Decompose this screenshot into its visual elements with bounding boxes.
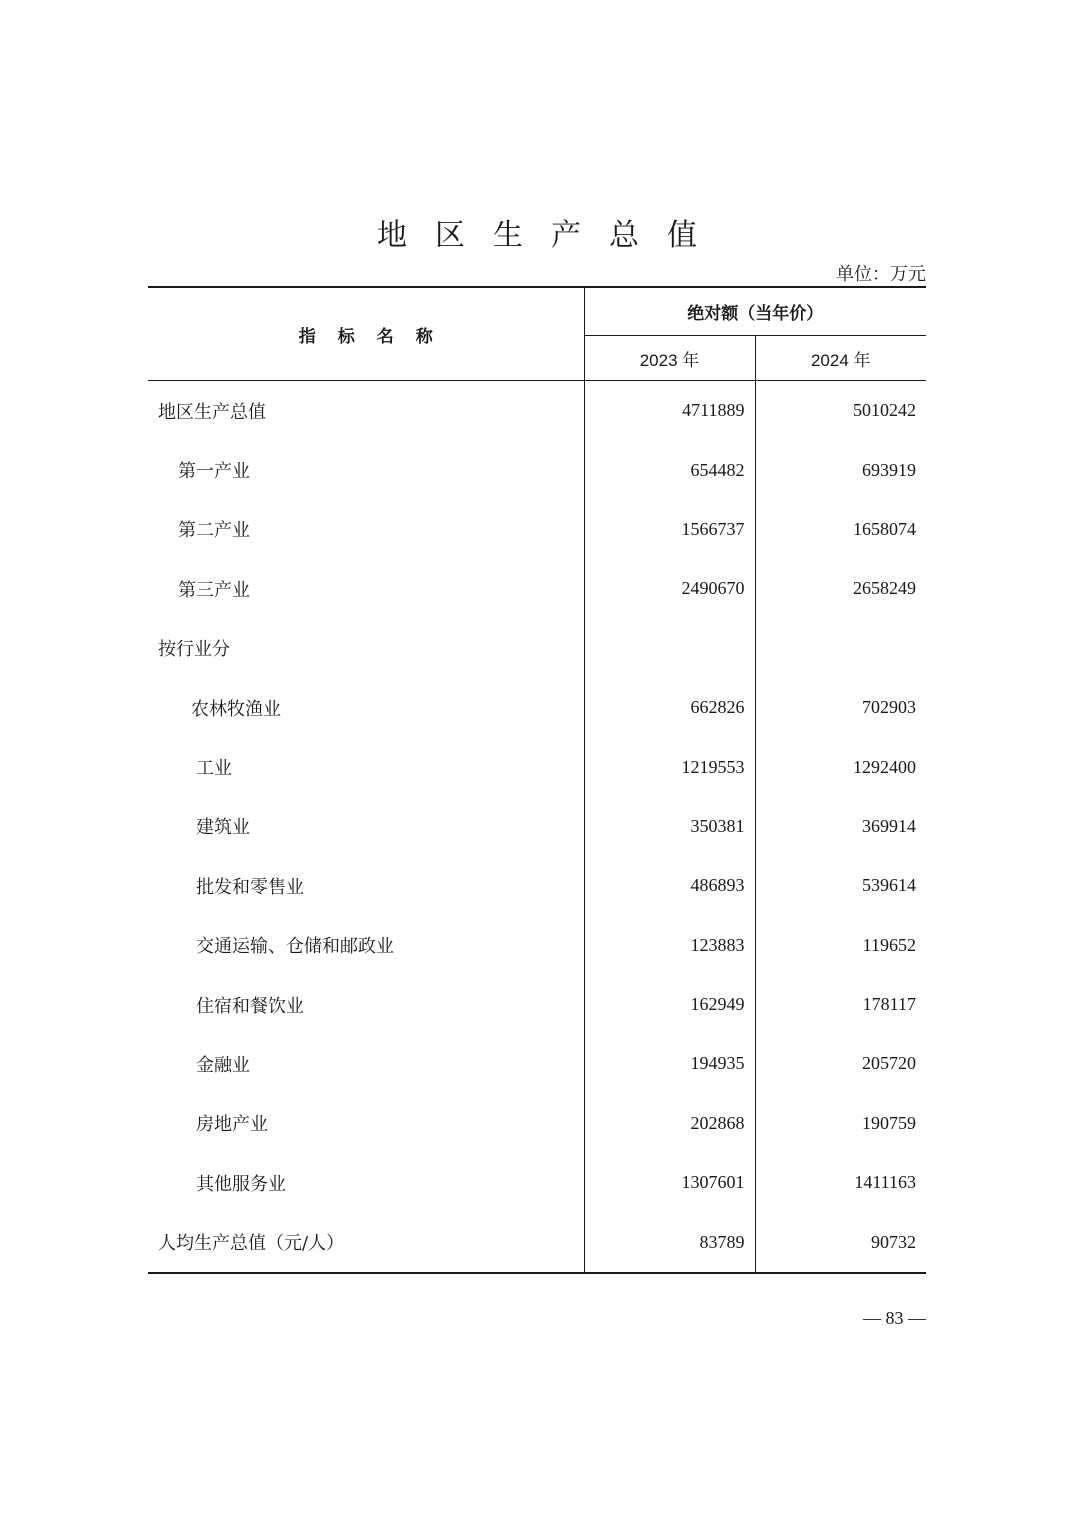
value-2024: 178117 xyxy=(862,994,916,1015)
header-year-2023: 2023 年 xyxy=(584,336,755,381)
value-2024: 1411163 xyxy=(854,1172,916,1193)
value-2024 xyxy=(755,619,926,678)
value-2024: 1658074 xyxy=(853,518,916,539)
value-2023: 194935 xyxy=(584,1034,755,1093)
value-2023: 2490670 xyxy=(584,559,755,618)
row-label: 第一产业 xyxy=(148,440,584,499)
value-2024: 1292400 xyxy=(853,756,916,777)
table-row xyxy=(148,559,926,618)
page-number: — 83 — xyxy=(863,1308,926,1328)
value-2024: 702903 xyxy=(862,697,916,718)
value-2024: 693919 xyxy=(862,459,916,480)
header-absolute-amount: 绝对额（当年价） xyxy=(584,287,926,336)
value-2023: 4711889 xyxy=(584,381,755,441)
row-label: 金融业 xyxy=(148,1034,584,1093)
header-year-2024: 2024 年 xyxy=(755,336,926,381)
row-label: 住宿和餐饮业 xyxy=(148,975,584,1034)
row-label: 第二产业 xyxy=(148,500,584,559)
row-label: 工业 xyxy=(148,737,584,796)
table-row xyxy=(148,975,926,1034)
table-row xyxy=(148,1212,926,1272)
row-label: 其他服务业 xyxy=(148,1153,584,1212)
page-title: 地区生产总值 xyxy=(377,218,725,253)
value-2023: 486893 xyxy=(584,856,755,915)
table-row xyxy=(148,440,926,499)
value-2023: 123883 xyxy=(584,916,755,975)
table-row xyxy=(148,737,926,796)
row-label: 批发和零售业 xyxy=(148,856,584,915)
row-label: 建筑业 xyxy=(148,797,584,856)
row-label: 第三产业 xyxy=(148,559,584,618)
table-row xyxy=(148,1034,926,1093)
value-2024: 5010242 xyxy=(853,400,916,421)
table-row xyxy=(148,500,926,559)
unit-label: 单位：万元 xyxy=(836,264,926,285)
table-row xyxy=(148,856,926,915)
gdp-table-container xyxy=(148,286,926,1274)
value-2023: 1566737 xyxy=(584,500,755,559)
gdp-table xyxy=(148,286,926,1274)
table-row xyxy=(148,1153,926,1212)
table-row xyxy=(148,381,926,441)
row-label: 房地产业 xyxy=(148,1094,584,1153)
row-label: 人均生产总值（元/人） xyxy=(148,1212,584,1272)
value-2023: 1219553 xyxy=(584,737,755,796)
value-2023: 662826 xyxy=(584,678,755,737)
value-2024: 190759 xyxy=(862,1112,916,1133)
table-row xyxy=(148,678,926,737)
value-2024: 90732 xyxy=(871,1231,916,1252)
value-2023: 202868 xyxy=(584,1094,755,1153)
row-label: 农林牧渔业 xyxy=(148,678,584,737)
table-row xyxy=(148,619,926,678)
value-2023: 654482 xyxy=(584,440,755,499)
row-label: 地区生产总值 xyxy=(148,381,584,441)
header-indicator-name: 指标名称 xyxy=(148,287,584,381)
value-2023: 1307601 xyxy=(584,1153,755,1212)
value-2024: 119652 xyxy=(862,934,916,955)
value-2024: 205720 xyxy=(862,1053,916,1074)
value-2024: 369914 xyxy=(862,815,916,836)
row-label: 交通运输、仓储和邮政业 xyxy=(148,916,584,975)
value-2023: 350381 xyxy=(584,797,755,856)
value-2024: 2658249 xyxy=(853,578,916,599)
value-2024: 539614 xyxy=(862,875,916,896)
value-2023: 83789 xyxy=(584,1212,755,1272)
table-row xyxy=(148,916,926,975)
value-2023 xyxy=(584,619,755,678)
table-row xyxy=(148,797,926,856)
row-label: 按行业分 xyxy=(148,619,584,678)
value-2023: 162949 xyxy=(584,975,755,1034)
table-row xyxy=(148,1094,926,1153)
